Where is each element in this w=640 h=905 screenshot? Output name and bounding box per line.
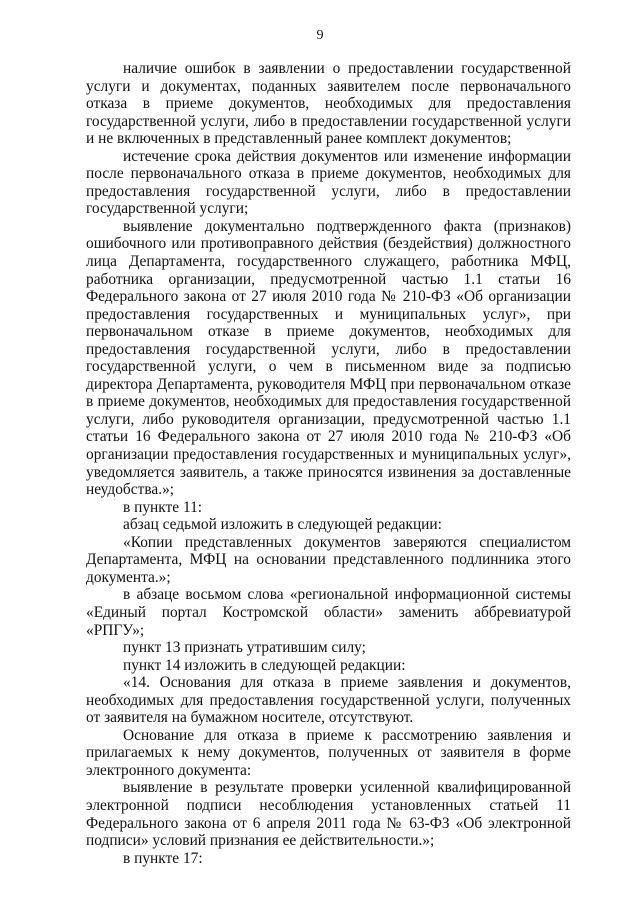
- paragraph-document-expiry: истечение срока действия документов или изменение информации после первоначального отказа в приеме документов, необходимых для предоставления государственной услуги, либо в предоставлении государственной услуги;: [86, 147, 571, 218]
- paragraph-erroneous-action: выявление документально подтвержденного факта (признаков) ошибочного или противоправного действия (бездействия) должностного лица Департамента, государственного служащего, работника МФЦ, работника организации, предусмотренной частью 1.1 статьи 16 Федерального закона от 27 июля 2010 года № 210-ФЗ «Об организации предоставления государственных и муниципальных услуг», при первоначальном отказе в приеме документов, необходимых для предоставления государственной услуги, либо в предоставлении государственной услуги, о чем в письменном виде за подписью директора Департамента, руководителя МФЦ при первоначальном отказе в приеме документов, необходимых для предоставления государственной услуги, либо руководителя организации, предусмотренной частью 1.1 статьи 16 Федерального закона от 27 июля 2010 года № 210-ФЗ «Об организации предоставления государственных и муниципальных услуг», уведомляется заявитель, а также приносятся извинения за доставленные неудобства.»;: [86, 217, 571, 499]
- paragraph-clause-14-text: «14. Основания для отказа в приеме заявления и документов, необходимых для предоставления государственной услуги, полученных от заявителя на бумажном носителе, отсутствуют.: [86, 674, 571, 727]
- paragraph-errors-in-application: наличие ошибок в заявлении о предоставлении государственной услуги и документах, поданных заявителем после первоначального отказа в приеме документов, необходимых для предоставления государственной услуги, либо в предоставлении государственной услуги и не включенных в представленный ранее комплект документов;: [86, 60, 571, 148]
- document-body: [86, 60, 571, 867]
- paragraph-clause-11: в пункте 11:: [123, 498, 203, 516]
- page-number: 9: [316, 28, 324, 43]
- paragraph-clause-14-new-wording: пункт 14 изложить в следующей редакции:: [123, 656, 406, 674]
- paragraph-clause-17: в пункте 17:: [123, 849, 203, 867]
- paragraph-seventh-subclause: абзац седьмой изложить в следующей редакции:: [123, 516, 442, 534]
- paragraph-electronic-refusal-basis: Основание для отказа в приеме к рассмотрению заявления и прилагаемых к нему документов, полученных от заявителя в форме электронного документа:: [86, 726, 571, 779]
- paragraph-signature-check: выявление в результате проверки усиленной квалифицированной электронной подписи несоблюдения установленных статьей 11 Федерального закона от 6 апреля 2011 года № 63-ФЗ «Об электронной подписи» условий признания ее действительности.»;: [86, 779, 571, 850]
- paragraph-eighth-subclause: в абзаце восьмом слова «региональной информационной системы «Единый портал Костромской области» заменить аббревиатурой «РПГУ»;: [86, 586, 571, 639]
- paragraph-clause-13-void: пункт 13 признать утратившим силу;: [123, 639, 366, 657]
- paragraph-copies-certified: «Копии представленных документов заверяются специалистом Департамента, МФЦ на основании представленного подлинника этого документа.»;: [86, 533, 571, 586]
